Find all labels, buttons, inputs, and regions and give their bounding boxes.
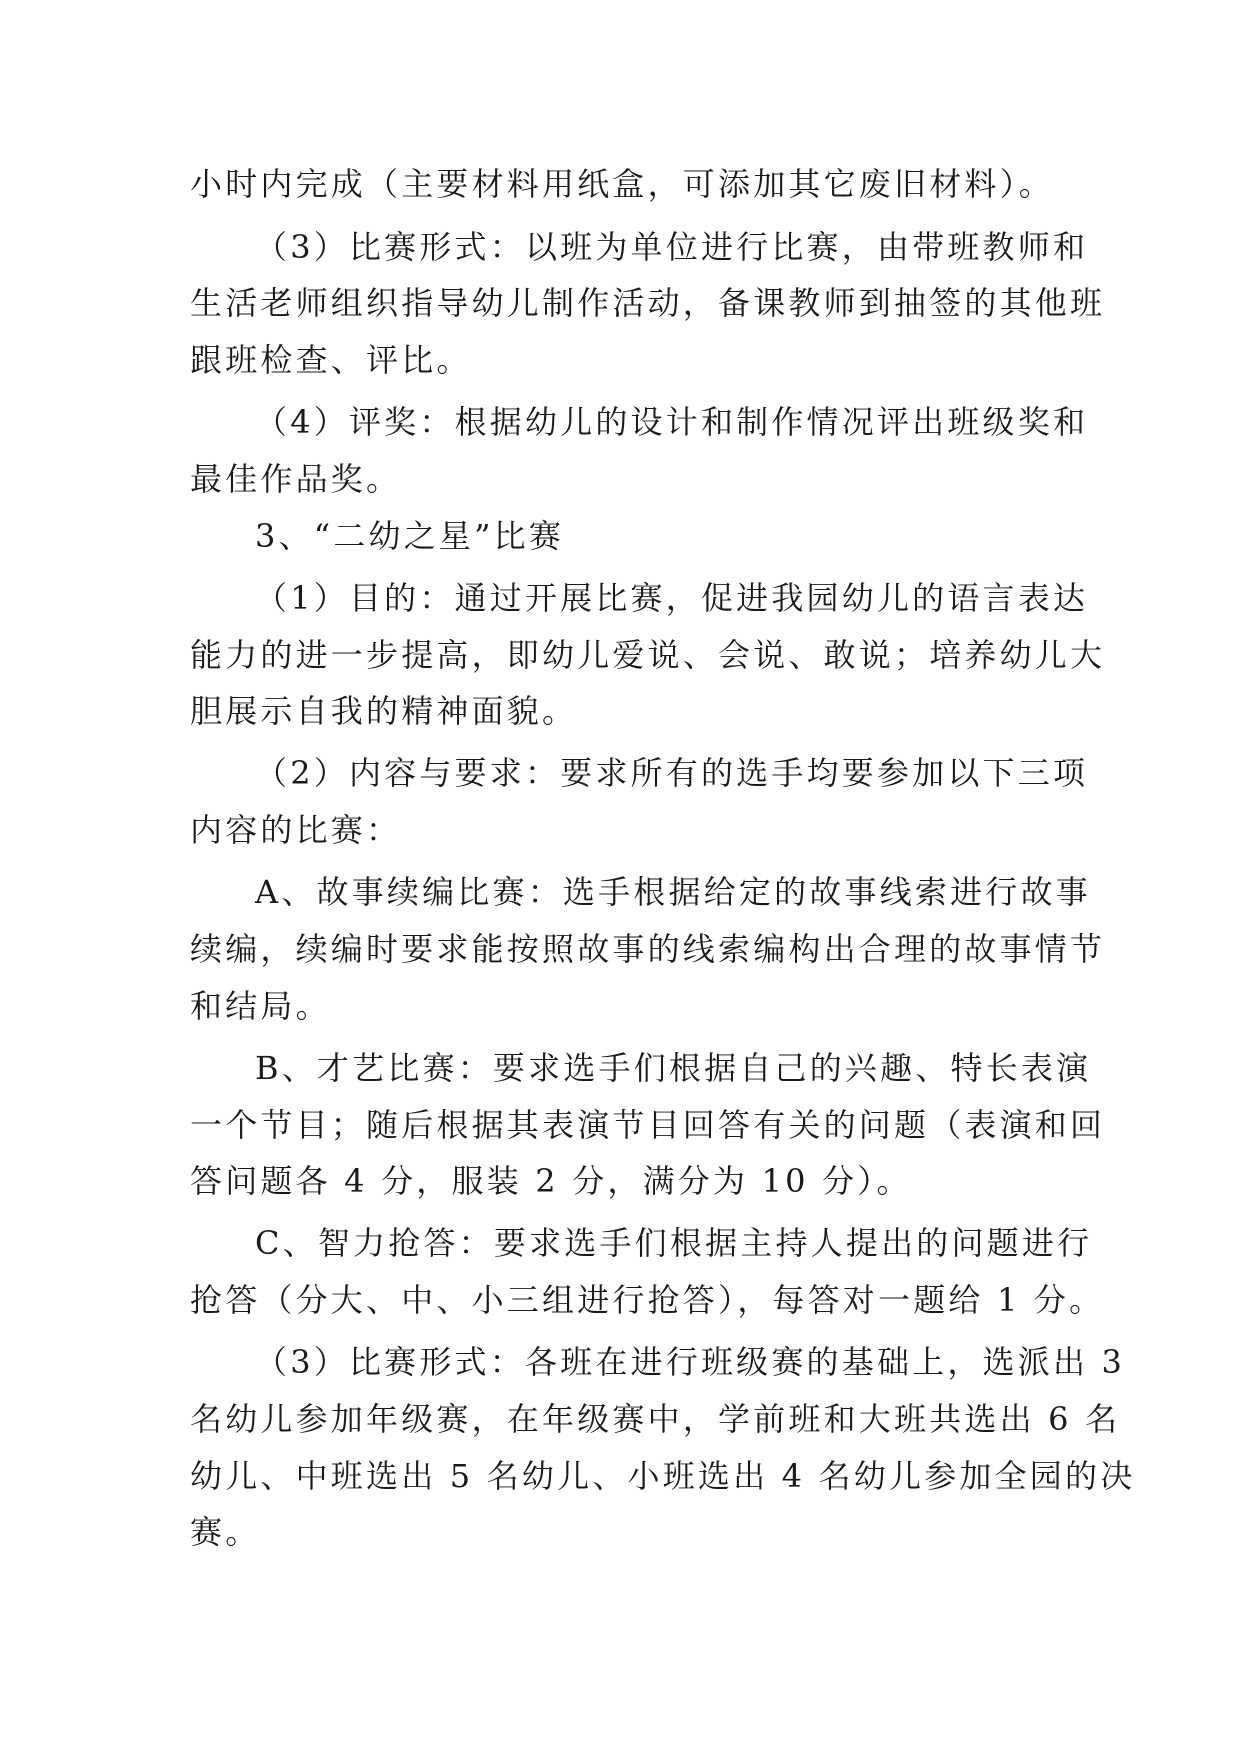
text-line: B、才艺比赛：要求选手们根据自己的兴趣、特长表演	[255, 1049, 1092, 1087]
text-line: （4）评奖：根据幼儿的设计和制作情况评出班级奖和	[255, 403, 1089, 441]
text-line: C、智力抢答：要求选手们根据主持人提出的问题进行	[255, 1224, 1093, 1262]
section-heading: 3、“二幼之星”比赛	[255, 517, 565, 555]
text-line: （3）比赛形式：各班在进行班级赛的基础上，选派出 3	[255, 1343, 1126, 1381]
text-line: 幼儿、中班选出 5 名幼儿、小班选出 4 名幼儿参加全园的决	[190, 1457, 1136, 1495]
text-line: 赛。	[190, 1513, 261, 1551]
text-line: （1）目的：通过开展比赛，促进我园幼儿的语言表达	[255, 579, 1089, 617]
text-line: 内容的比赛：	[190, 811, 402, 849]
text-line: 跟班检查、评比。	[190, 341, 472, 379]
text-line: （3）比赛形式：以班为单位进行比赛，由带班教师和	[255, 228, 1089, 266]
text-line: 一个节目；随后根据其表演节目回答有关的问题（表演和回	[190, 1106, 1106, 1144]
text-line: 能力的进一步提高，即幼儿爱说、会说、敢说；培养幼儿大	[190, 636, 1106, 674]
text-line: 和结局。	[190, 987, 331, 1025]
text-line: 生活老师组织指导幼儿制作活动，备课教师到抽签的其他班	[190, 284, 1106, 322]
text-line: 答问题各 4 分，服装 2 分，满分为 10 分）。	[190, 1162, 912, 1200]
text-line: 小时内完成（主要材料用纸盒，可添加其它废旧材料）。	[190, 165, 1055, 203]
text-line: （2）内容与要求：要求所有的选手均要参加以下三项	[255, 754, 1089, 792]
text-line: 最佳作品奖。	[190, 460, 402, 498]
text-line: 胆展示自我的精神面貌。	[190, 692, 578, 730]
text-line: A、故事续编比赛：选手根据给定的故事线索进行故事	[255, 873, 1091, 911]
text-line: 抢答（分大、中、小三组进行抢答），每答对一题给 1 分。	[190, 1281, 1105, 1319]
text-line: 续编，续编时要求能按照故事的线索编构出合理的故事情节	[190, 930, 1106, 968]
text-line: 名幼儿参加年级赛，在年级赛中，学前班和大班共选出 6 名	[190, 1400, 1121, 1438]
